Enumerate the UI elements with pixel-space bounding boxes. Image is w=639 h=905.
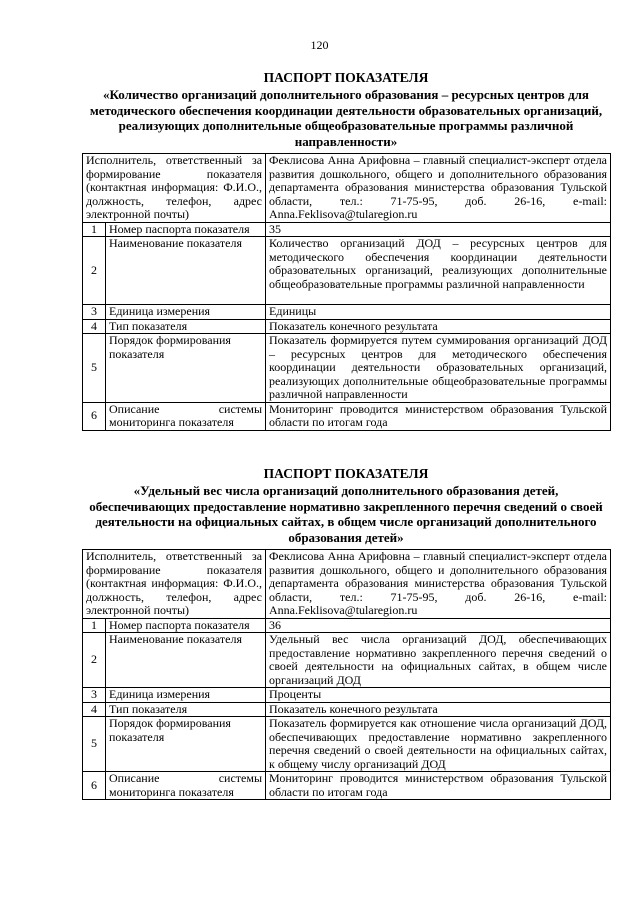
row-label: Порядок формирования показателя <box>106 717 266 772</box>
passport-title: ПАСПОРТ ПОКАЗАТЕЛЯ <box>263 70 429 85</box>
table-row-executor <box>83 154 611 223</box>
row-number: 3 <box>83 688 106 703</box>
row-value: Проценты <box>266 688 611 703</box>
row-label: Наименование показателя <box>106 237 266 305</box>
row-label: Единица измерения <box>106 305 266 320</box>
executor-label: Исполнитель, ответственный за формирование показателя (контактная информация: Ф.И.О., должность, телефон, адрес электронной почты) <box>83 550 266 619</box>
row-label: Тип показателя <box>106 319 266 334</box>
row-number: 2 <box>83 237 106 305</box>
row-value: Удельный вес числа организаций ДОД, обеспечивающих предоставление нормативно закрепленного перечня сведений о своей деятельности на официальных сайтах, в общем числе организаций ДОД <box>266 633 611 688</box>
row-number: 3 <box>83 305 106 320</box>
table-row <box>83 319 611 334</box>
row-label: Номер паспорта показателя <box>106 222 266 237</box>
passport-table <box>82 549 611 800</box>
row-value: Показатель формируется как отношение числа организаций ДОД, обеспечивающих предоставление нормативно закрепленного перечня сведений о своей деятельности на официальных сайтах, к общему числу организаций ДОД <box>266 717 611 772</box>
table-row <box>83 717 611 772</box>
row-number: 2 <box>83 633 106 688</box>
table-row <box>83 702 611 717</box>
row-number: 4 <box>83 702 106 717</box>
row-value: Показатель конечного результата <box>266 702 611 717</box>
table-row <box>83 222 611 237</box>
row-label: Описание системы мониторинга показателя <box>106 772 266 800</box>
row-number: 5 <box>83 334 106 403</box>
indicator-name-heading: «Удельный вес числа организаций дополнительного образования детей, обеспечивающих предоставление нормативно закрепленного перечня сведений о своей деятельности на официальных сайтах, в общем числе организаций дополнительного образования детей» <box>89 483 603 545</box>
page-number: 120 <box>310 38 329 52</box>
row-number: 4 <box>83 319 106 334</box>
row-number: 1 <box>83 618 106 633</box>
row-number: 6 <box>83 402 106 430</box>
row-value: Показатель формируется путем суммирования организаций ДОД – ресурсных центров для методического обеспечения координации деятельности образовательных организаций, реализующих дополнительные общеобразовательные программы различной направленности <box>266 334 611 403</box>
row-label: Порядок формирования показателя <box>106 334 266 403</box>
executor-label: Исполнитель, ответственный за формирование показателя (контактная информация: Ф.И.О., должность, телефон, адрес электронной почты) <box>83 154 266 223</box>
indicator-name-heading: «Количество организаций дополнительного образования – ресурсных центров для методического обеспечения координации деятельности образовательных организаций, реализующих дополнительные общеобразовательные программы различной направленности» <box>89 87 603 149</box>
row-label: Тип показателя <box>106 702 266 717</box>
row-value: Единицы <box>266 305 611 320</box>
row-label: Единица измерения <box>106 688 266 703</box>
executor-value: Феклисова Анна Арифовна – главный специалист-эксперт отдела развития дошкольного, общего и дополнительного образования департамента образования министерства образования Тульской области, тел.: 71-75-95, доб. 26-16, e-mail: Anna.Feklisova@tularegion.ru <box>266 154 611 223</box>
row-number: 6 <box>83 772 106 800</box>
row-label: Наименование показателя <box>106 633 266 688</box>
indicator-passport-2 <box>82 466 610 800</box>
table-row <box>83 633 611 688</box>
row-value: Мониторинг проводится министерством образования Тульской области по итогам года <box>266 772 611 800</box>
row-value: 35 <box>266 222 611 237</box>
executor-value: Феклисова Анна Арифовна – главный специалист-эксперт отдела развития дошкольного, общего и дополнительного образования департамента образования министерства образования Тульской области, тел.: 71-75-95, доб. 26-16, e-mail: Anna.Feklisova@tularegion.ru <box>266 550 611 619</box>
row-number: 1 <box>83 222 106 237</box>
row-value: Мониторинг проводится министерством образования Тульской области по итогам года <box>266 402 611 430</box>
table-row <box>83 688 611 703</box>
passport-title: ПАСПОРТ ПОКАЗАТЕЛЯ <box>263 466 429 481</box>
row-value: Количество организаций ДОД – ресурсных центров для методического обеспечения координации деятельности образовательных организаций, реализующих дополнительные общеобразовательные программы различной направленности <box>266 237 611 305</box>
table-row <box>83 772 611 800</box>
row-label: Описание системы мониторинга показателя <box>106 402 266 430</box>
table-row <box>83 334 611 403</box>
table-row <box>83 618 611 633</box>
row-number: 5 <box>83 717 106 772</box>
table-row <box>83 402 611 430</box>
row-value: 36 <box>266 618 611 633</box>
row-label: Номер паспорта показателя <box>106 618 266 633</box>
indicator-passport-1 <box>82 70 610 431</box>
row-value: Показатель конечного результата <box>266 319 611 334</box>
table-row-executor <box>83 550 611 619</box>
table-row <box>83 237 611 305</box>
table-row <box>83 305 611 320</box>
passport-table <box>82 153 611 431</box>
